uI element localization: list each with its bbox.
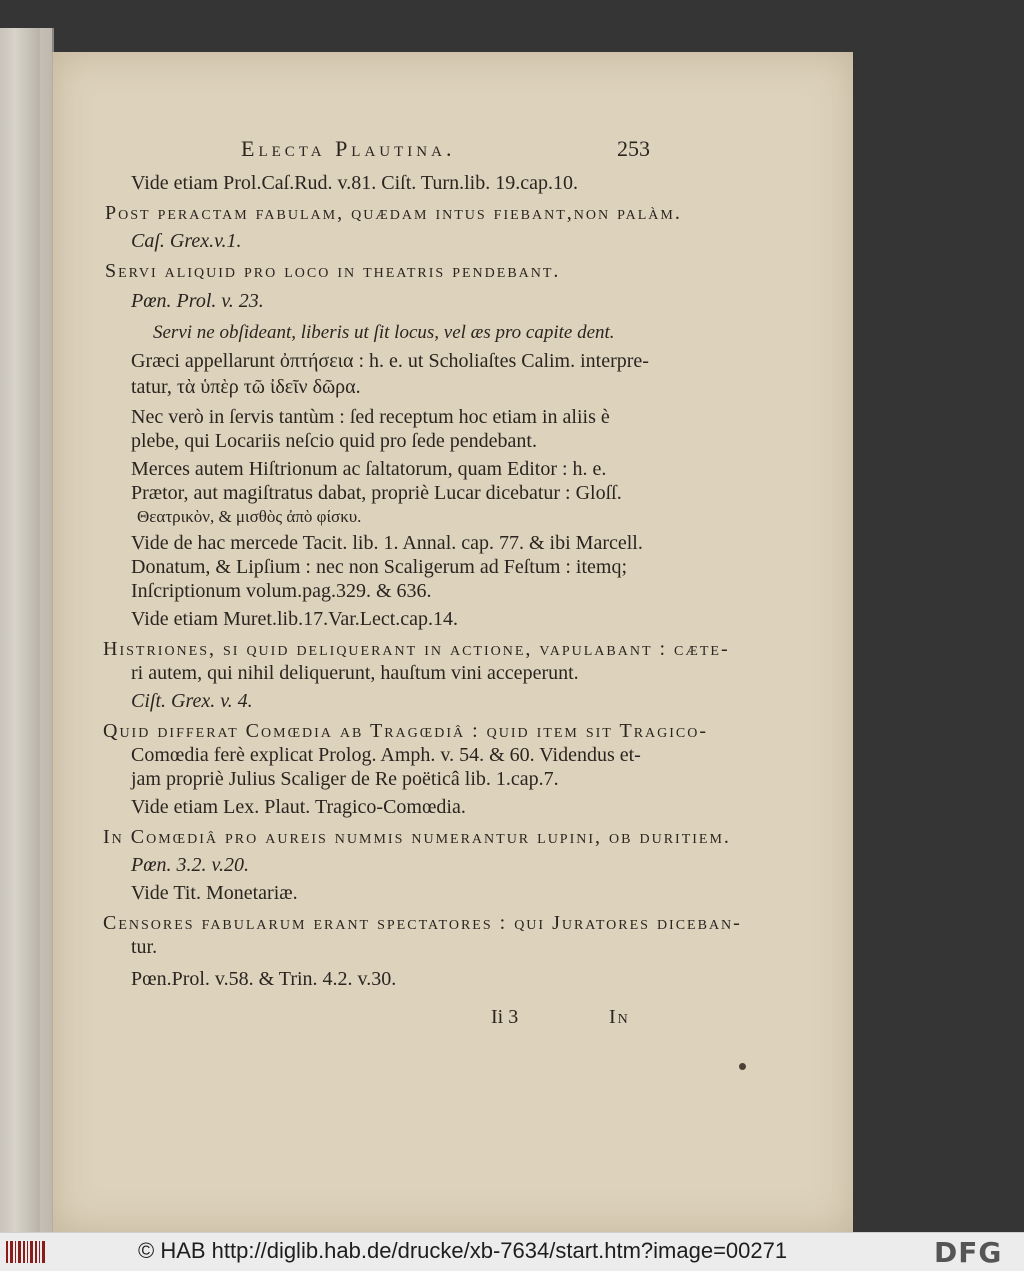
book-page — [52, 52, 853, 1232]
page-number: 253 — [617, 136, 650, 161]
signature-mark: Ii 3 — [491, 1006, 519, 1028]
page-text — [53, 52, 853, 1232]
text-line: Servi ne obſideant, liberis ut ſit locus, vel æs pro capite dent. — [153, 322, 615, 343]
text-line: Pœn. Prol. v. 23. — [131, 290, 264, 312]
barcode-icon — [6, 1241, 46, 1263]
running-header: Electa Plautina. — [241, 136, 456, 161]
text-line: Merces autem Hiſtrionum ac ſaltatorum, quam Editor : h. e. — [131, 458, 607, 480]
text-line: Servi aliquid pro loco in theatris pendebant. — [105, 260, 561, 282]
footer-bar — [0, 1232, 1024, 1271]
text-line: Prætor, aut magiſtratus dabat, propriè Lucar dicebatur : Gloſſ. — [131, 482, 622, 504]
catchword: In — [609, 1006, 630, 1028]
text-line: Pœn. 3.2. v.20. — [131, 854, 249, 876]
text-line: Vide etiam Lex. Plaut. Tragico-Comœdia. — [131, 796, 466, 818]
text-line: Vide Tit. Monetariæ. — [131, 882, 298, 904]
text-line: Comœdia ferè explicat Prolog. Amph. v. 54. & 60. Videndus et- — [131, 744, 641, 766]
text-line: tatur, τὰ ὑπὲρ τῶ ἰδεῖν δῶρα. — [131, 376, 361, 398]
paper-spot — [739, 1063, 746, 1070]
text-line: Censores fabularum erant ſpectatores : qui Juratores diceban- — [103, 912, 742, 934]
text-line: tur. — [131, 936, 158, 958]
text-line: Caſ. Grex.v.1. — [131, 230, 242, 252]
text-line: Vide etiam Muret.lib.17.Var.Lect.cap.14. — [131, 608, 459, 630]
text-line: Inſcriptionum volum.pag.329. & 636. — [131, 580, 432, 602]
text-line: Post peractam fabulam, quædam intus fiebant,non palàm. — [105, 202, 682, 224]
text-line: plebe, qui Locariis neſcio quid pro ſede pendebant. — [131, 430, 537, 452]
text-line: Pœn.Prol. v.58. & Trin. 4.2. v.30. — [131, 968, 397, 990]
text-line: Quid differat Comœdia ab Tragœdiâ : quid item ſit Tragico- — [103, 720, 709, 742]
text-line: Θεατρικὸν, & μισθὸς ἀπὸ φίσκυ. — [137, 507, 362, 526]
text-line: Vide etiam Prol.Caſ.Rud. v.81. Ciſt. Turn.lib. 19.cap.10. — [131, 172, 578, 194]
text-line: ri autem, qui nihil deliquerunt, hauſtum vini acceperunt. — [131, 662, 579, 684]
copyright-link[interactable]: © HAB http://diglib.hab.de/drucke/xb-7634/start.htm?image=00271 — [138, 1238, 788, 1263]
text-line: Nec verò in ſervis tantùm : ſed receptum hoc etiam in aliis è — [131, 406, 610, 428]
text-line: Græci appellarunt ὀπτήσεια : h. e. ut Scholiaſtes Calim. interpre- — [131, 350, 649, 372]
dfg-logo: DFG — [934, 1236, 1003, 1269]
text-line: In Comœdiâ pro aureis nummis numerantur lupini, ob duritiem. — [103, 826, 731, 848]
text-line: Donatum, & Lipſium : nec non Scaligerum ad Feſtum : itemq; — [131, 556, 628, 578]
text-line: jam propriè Julius Scaliger de Re poëticâ lib. 1.cap.7. — [131, 768, 559, 790]
text-line: Vide de hac mercede Tacit. lib. 1. Annal. cap. 77. & ibi Marcell. — [131, 532, 643, 554]
text-line: Ciſt. Grex. v. 4. — [131, 690, 253, 712]
text-line: Histriones, ſi quid deliquerant in actione, vapulabant : cæte- — [103, 638, 730, 660]
